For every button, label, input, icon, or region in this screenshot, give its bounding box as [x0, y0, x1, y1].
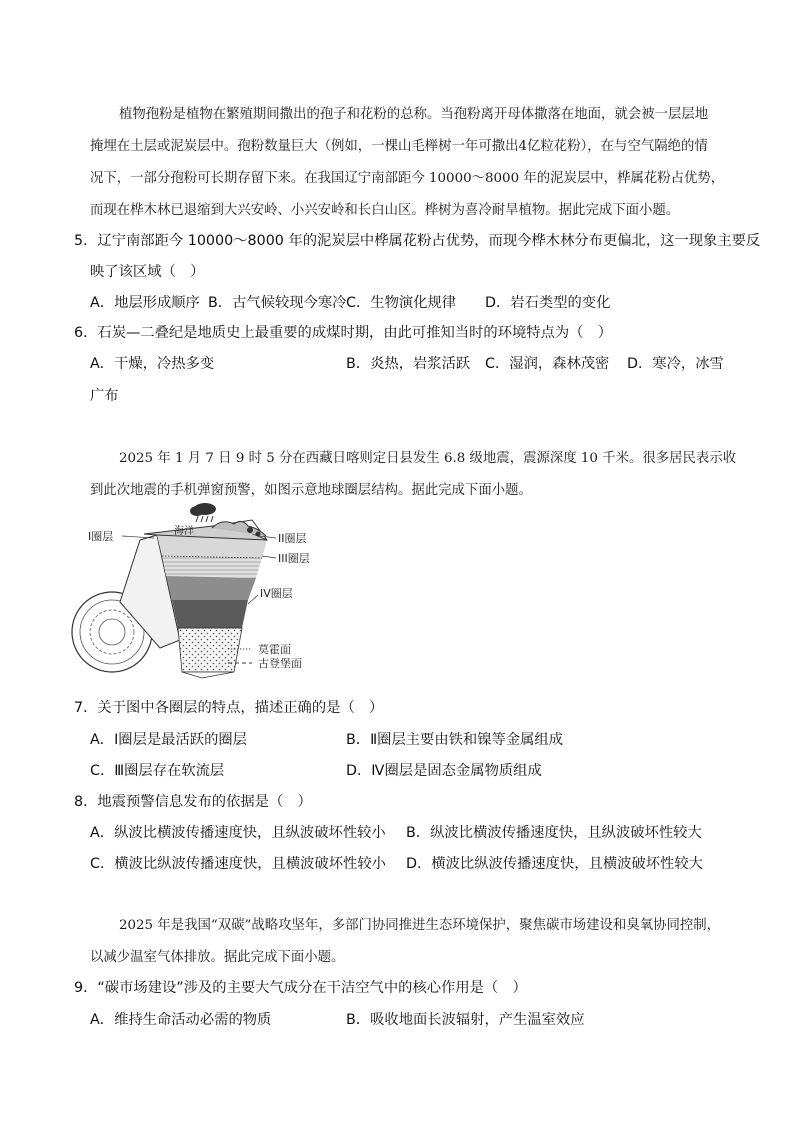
question-8-stem: 8．地震预警信息发布的依据是（ ）: [74, 794, 312, 810]
passage-1-line-3: 况下，一部分孢粉可长期存留下来。在我国辽宁南部距今 10000～8000 年的泥炭层中，桦属花粉占优势，: [90, 171, 725, 186]
question-7-option-b[interactable]: B．Ⅱ圈层主要由铁和镍等金属组成: [346, 732, 563, 748]
question-5-stem-line-2: 映了该区域（ ）: [90, 264, 205, 280]
figure-label-layer-1: I圈层: [88, 530, 114, 543]
question-8-option-c[interactable]: C．横波比纵波传播速度快，且横波破坏性较小: [90, 856, 386, 872]
question-8-option-a[interactable]: A．纵波比横波传播速度快，且纵波破坏性较小: [90, 825, 386, 841]
passage-3-line-1: 2025 年是我国“双碳”战略攻坚年，多部门协同推进生态环境保护，聚焦碳市场建设和臭氧协同控制，: [119, 918, 721, 933]
question-6-option-d[interactable]: D．寒冷，冰雪: [627, 356, 724, 372]
question-7-stem: 7．关于图中各圈层的特点，描述正确的是（ ）: [74, 700, 384, 716]
earth-layers-figure: [62, 500, 332, 680]
cloud-icon: [190, 503, 216, 522]
question-5-option-b[interactable]: B．古气候较现今寒冷: [208, 295, 347, 311]
passage-1-line-4: 而现在桦木林已退缩到大兴安岭、小兴安岭和长白山区。桦树为喜冷耐旱植物。据此完成下面小题。: [90, 203, 680, 218]
figure-label-layer-2: II圈层: [278, 532, 307, 545]
passage-1-line-2: 掩埋在土层或泥炭层中。孢粉数量巨大（例如，一棵山毛榉树一年可撒出4亿粒花粉），在与空气隔绝的情: [90, 139, 708, 154]
passage-2-line-1: 2025 年 1 月 7 日 9 时 5 分在西藏日喀则定日县发生 6.8 级地震，震源深度 10 千米。很多居民表示收: [119, 451, 737, 466]
question-8-option-d[interactable]: D．横波比纵波传播速度快，且横波破坏性较大: [406, 856, 703, 872]
question-9-option-a[interactable]: A．维持生命活动必需的物质: [90, 1012, 272, 1028]
passage-3-line-2: 以减少温室气体排放。据此完成下面小题。: [90, 950, 345, 965]
question-5-option-d[interactable]: D．岩石类型的变化: [485, 295, 611, 311]
question-7-option-c[interactable]: C．Ⅲ圈层存在软流层: [90, 763, 225, 779]
question-7-option-a[interactable]: A．Ⅰ圈层是最活跃的圈层: [90, 732, 247, 748]
question-9-option-b[interactable]: B．吸收地面长波辐射，产生温室效应: [346, 1012, 585, 1028]
question-6-stem: 6．石炭—二叠纪是地质史上最重要的成煤时期，由此可推知当时的环境特点为（ ）: [74, 325, 613, 341]
question-8-option-b[interactable]: B．纵波比横波传播速度快，且纵波破坏性较大: [406, 825, 702, 841]
question-9-stem: 9．“碳市场建设”涉及的主要大气成分在干洁空气中的核心作用是（ ）: [74, 980, 527, 996]
legend-moho-label: 莫霍面: [258, 643, 291, 656]
question-6-option-d-continued: 广布: [90, 388, 119, 404]
question-6-option-b[interactable]: B．炎热，岩浆活跃: [346, 356, 471, 372]
question-5-stem-line-1: 5．辽宁南部距今 10000～8000 年的泥炭层中桦属花粉占优势，而现今桦木林分布更偏北，这一现象主要反: [74, 233, 761, 249]
question-6-option-c[interactable]: C．湿润，森林茂密: [485, 356, 610, 372]
figure-label-layer-3: III圈层: [278, 552, 310, 565]
passage-1-line-1: 植物孢粉是植物在繁殖期间撒出的孢子和花粉的总称。当孢粉离开母体撒落在地面，就会被一层层地: [119, 107, 709, 122]
figure-label-ocean: 海洋: [174, 526, 194, 537]
legend-gutenberg-label: 古登堡面: [258, 657, 302, 670]
figure-label-layer-4: IV圈层: [260, 587, 293, 600]
question-5-option-a[interactable]: A．地层形成顺序: [90, 295, 200, 311]
passage-2-line-2: 到此次地震的手机弹窗预警，如图示意地球圈层结构。据此完成下面小题。: [90, 483, 532, 498]
question-6-option-a[interactable]: A．干燥，冷热多变: [90, 356, 215, 372]
question-5-option-c[interactable]: C．生物演化规律: [346, 295, 457, 311]
question-7-option-d[interactable]: D．Ⅳ圈层是固态金属物质组成: [346, 763, 542, 779]
